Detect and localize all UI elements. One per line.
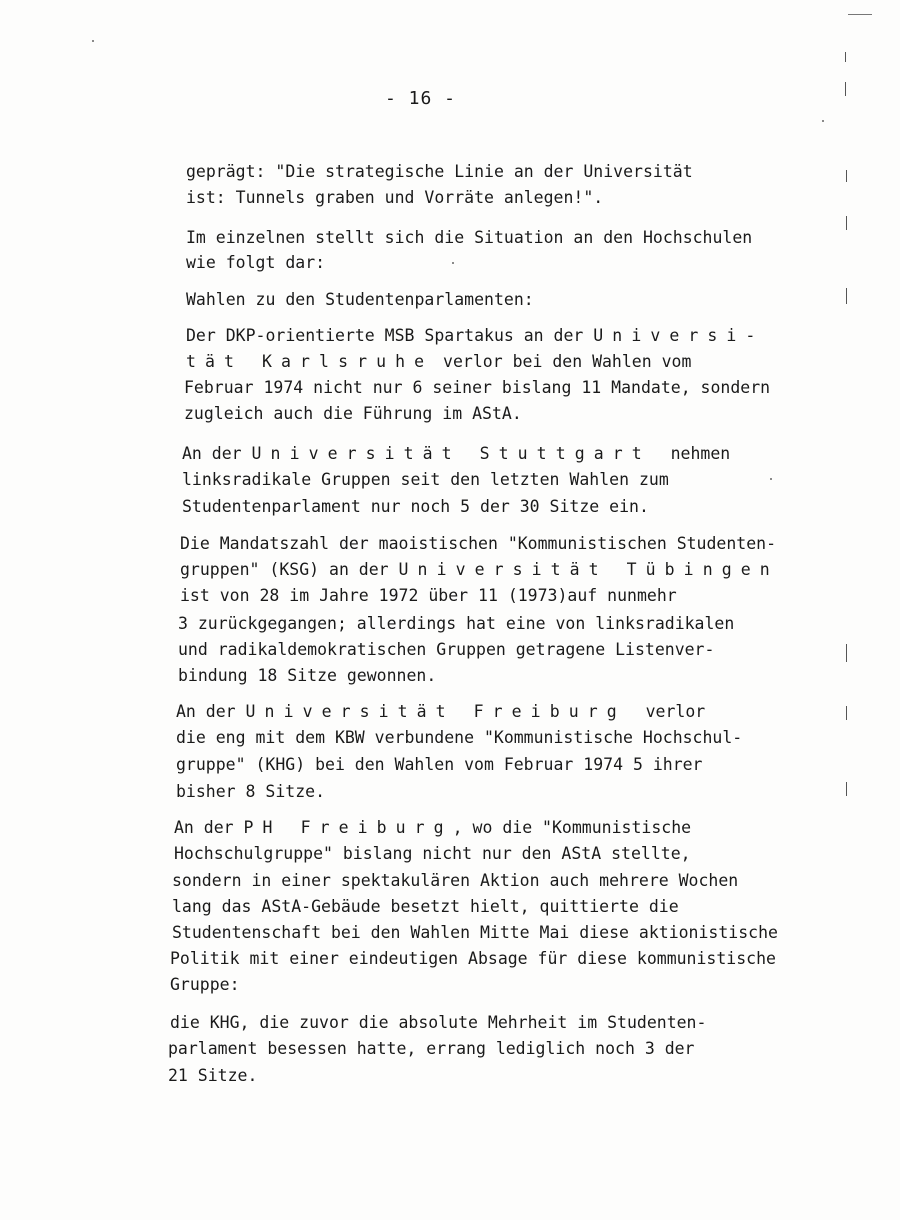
text-run: Studentenparlament nur noch 5 der 30 Sitze ein. [182, 497, 649, 516]
text-run: Im einzelnen stellt sich die Situation an den Hochschulen [186, 228, 753, 247]
text-run: Februar 1974 nicht nur 6 seiner bislang 11 Mandate, sondern [184, 378, 771, 397]
text-line [170, 975, 240, 995]
scan-speck [92, 40, 94, 42]
text-line [180, 534, 776, 554]
text-run: ist: Tunnels graben und Vorräte anlegen!". [186, 188, 604, 207]
text-run: bisher 8 Sitze. [176, 782, 326, 801]
page-number: - 16 - [385, 88, 457, 109]
text-run: lang das AStA-Gebäude besetzt hielt, quittierte die [172, 897, 679, 916]
text-line [176, 702, 705, 722]
text-line [178, 614, 734, 634]
text-line [168, 1066, 257, 1086]
text-run: Der DKP-orientierte MSB Spartakus an der [186, 326, 594, 345]
text-line [184, 404, 522, 424]
text-line [168, 1039, 695, 1059]
text-line [172, 871, 738, 891]
text-run: An der [174, 818, 244, 837]
text-line [178, 640, 714, 660]
text-line [172, 923, 778, 943]
text-run: und radikaldemokratischen Gruppen getragene Listenver- [178, 640, 715, 659]
text-line [182, 497, 649, 517]
text-line [180, 586, 677, 606]
text-run: bindung 18 Sitze gewonnen. [178, 666, 437, 685]
scan-speck [822, 120, 824, 122]
text-run: 3 zurückgegangen; allerdings hat eine von linksradikalen [178, 614, 735, 633]
text-run: verlor [625, 702, 706, 721]
text-line [172, 897, 679, 917]
text-run: nehmen [650, 444, 731, 463]
text-line [174, 818, 691, 838]
text-line [182, 444, 730, 464]
text-run: parlament besessen hatte, errang lediglich noch 3 der [168, 1039, 695, 1058]
text-line [186, 188, 603, 208]
text-line [170, 949, 776, 969]
text-run: Wahlen zu den Studentenparlamenten: [186, 290, 534, 309]
spaced-emphasis: Universität Stuttgart [251, 444, 651, 463]
text-line [180, 560, 779, 580]
text-run: verlor bei den Wahlen vom [433, 352, 692, 371]
text-line [186, 326, 764, 346]
text-run: 21 Sitze. [168, 1066, 258, 1085]
text-line [186, 352, 691, 372]
spaced-emphasis: Universität Freiburg [245, 702, 626, 721]
text-line [186, 253, 325, 273]
text-line [176, 782, 325, 802]
text-line [186, 228, 752, 248]
margin-mark [846, 288, 847, 304]
text-run: gruppen" (KSG) an der [180, 560, 399, 579]
text-line [186, 162, 693, 182]
spaced-emphasis: tät Karlsruhe [186, 352, 434, 371]
text-line [184, 378, 770, 398]
text-run: An der [176, 702, 246, 721]
text-run: , wo die "Kommunistische [452, 818, 692, 837]
text-run: Politik mit einer eindeutigen Absage für diese kommunistische [170, 949, 776, 968]
text-run: zugleich auch die Führung im AStA. [184, 404, 522, 423]
scan-speck [452, 262, 454, 264]
text-line [186, 290, 534, 310]
text-run: die KHG, die zuvor die absolute Mehrheit im Studenten- [170, 1013, 707, 1032]
text-run: Studentenschaft bei den Wahlen Mitte Mai diese aktionistische [172, 923, 778, 942]
text-line [174, 844, 691, 864]
text-run: An der [182, 444, 252, 463]
text-run: geprägt: "Die strategische Linie an der Universität [186, 162, 693, 181]
text-run: die eng mit dem KBW verbundene "Kommunistische Hochschul- [176, 728, 743, 747]
margin-mark [845, 82, 846, 96]
text-line [176, 755, 703, 775]
text-line [170, 1013, 706, 1033]
margin-mark [846, 216, 847, 230]
text-line [178, 666, 436, 686]
text-run: gruppe" (KHG) bei den Wahlen vom Februar 1974 5 ihrer [176, 755, 703, 774]
scan-speck [770, 478, 772, 480]
text-run: Hochschulgruppe" bislang nicht nur den AStA stellte, [174, 844, 691, 863]
scan-artifact-line [848, 14, 872, 15]
margin-mark [846, 782, 847, 796]
margin-mark [846, 644, 847, 662]
text-line [176, 728, 742, 748]
text-run: Gruppe: [170, 975, 240, 994]
margin-mark [846, 170, 847, 182]
text-run: ist von 28 im Jahre 1972 über 11 (1973)auf nunmehr [180, 586, 677, 605]
text-run: sondern in einer spektakulären Aktion auch mehrere Wochen [172, 871, 739, 890]
text-run: Die Mandatszahl der maoistischen "Kommunistischen Studenten- [180, 534, 777, 553]
text-run: wie folgt dar: [186, 253, 326, 272]
margin-mark [846, 706, 847, 720]
text-run: linksradikale Gruppen seit den letzten Wahlen zum [182, 470, 669, 489]
spaced-emphasis: Universi- [593, 326, 765, 345]
spaced-emphasis: Universität Tübingen [398, 560, 779, 579]
margin-mark [845, 52, 846, 62]
spaced-emphasis: PH Freiburg [243, 818, 453, 837]
text-line [182, 470, 669, 490]
